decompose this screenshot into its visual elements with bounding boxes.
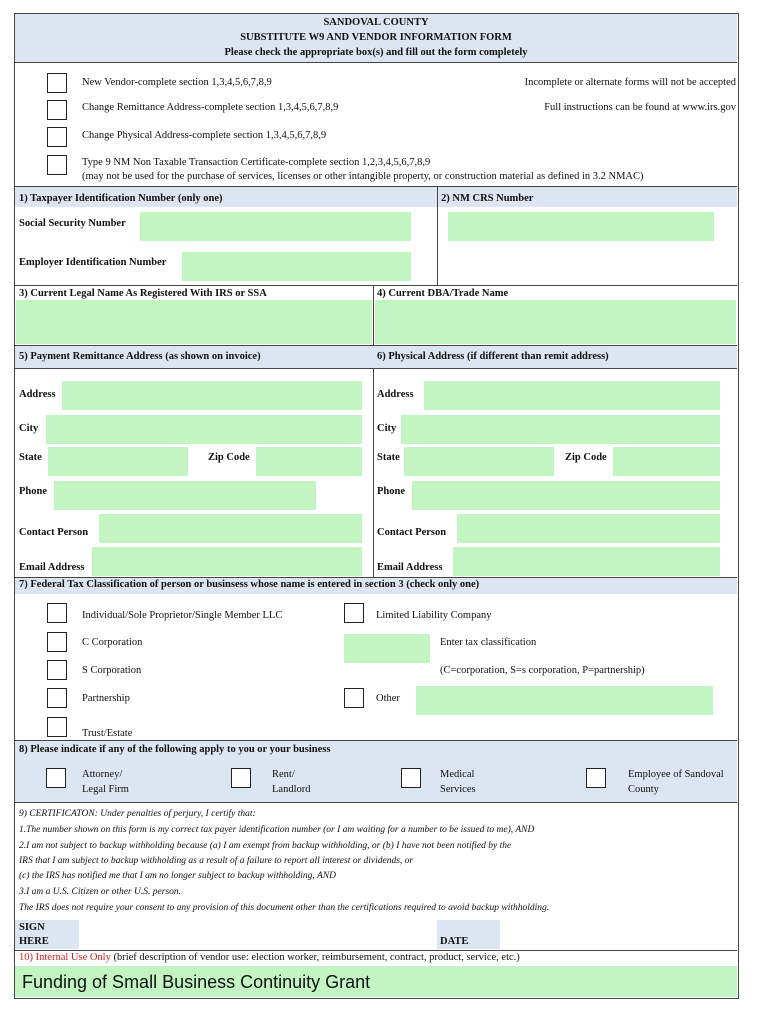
cert-line-1: 1.The number shown on this form is my correct tax payer identification number (or I am waiting for a number to be issued to me), AND bbox=[19, 825, 535, 835]
sec7-title: 7) Federal Tax Classification of person or businsess whose name is entered in section 3 (check only one) bbox=[19, 579, 480, 590]
phys-phone-label: Phone bbox=[377, 486, 406, 497]
sec9-title: 9) CERTIFICATON: Under penalties of perjury, I certify that: bbox=[19, 809, 256, 819]
nm-crs-field[interactable] bbox=[448, 212, 714, 241]
attorney-label-2: Legal Firm bbox=[82, 784, 129, 795]
other-field[interactable] bbox=[416, 686, 713, 715]
internal-use-value: Funding of Small Business Continuity Grant bbox=[22, 972, 371, 992]
type9-checkbox[interactable] bbox=[47, 155, 67, 175]
date-field[interactable] bbox=[501, 920, 736, 949]
remit-city-label: City bbox=[19, 423, 39, 434]
medical-checkbox[interactable] bbox=[401, 768, 421, 788]
phys-city-field[interactable] bbox=[401, 415, 720, 444]
phys-zip-label: Zip Code bbox=[565, 452, 607, 463]
type9-note: (may not be used for the purchase of services, licenses or other intangible property, or construction material as defined in 3.2 NMAC) bbox=[82, 171, 644, 182]
attorney-checkbox[interactable] bbox=[46, 768, 66, 788]
incomplete-note: Incomplete or alternate forms will not be accepted bbox=[524, 77, 736, 88]
county-title: SANDOVAL COUNTY bbox=[323, 17, 429, 28]
phys-state-label: State bbox=[377, 452, 400, 463]
phys-address-label: Address bbox=[377, 389, 414, 400]
remit-phone-label: Phone bbox=[19, 486, 48, 497]
sign-label-2: HERE bbox=[19, 936, 49, 947]
phys-state-field[interactable] bbox=[404, 447, 554, 476]
remit-address-field[interactable] bbox=[62, 381, 362, 410]
employee-checkbox[interactable] bbox=[586, 768, 606, 788]
partnership-label: Partnership bbox=[82, 693, 130, 704]
phys-contact-label: Contact Person bbox=[377, 527, 447, 538]
type9-label: Type 9 NM Non Taxable Transaction Certificate-complete section 1,2,3,4,5,6,7,8,9 bbox=[82, 157, 431, 168]
enter-tax-label: Enter tax classification bbox=[440, 637, 537, 648]
remit-state-field[interactable] bbox=[48, 447, 188, 476]
rent-label-1: Rent/ bbox=[272, 769, 295, 780]
medical-label-1: Medical bbox=[440, 769, 475, 780]
cert-line-3: IRS that I am subject to backup withholding as a result of a failure to report all interest or dividends, or bbox=[19, 856, 414, 866]
phys-city-label: City bbox=[377, 423, 397, 434]
internal-use-row bbox=[19, 952, 520, 964]
other-label: Other bbox=[376, 693, 400, 704]
medical-label-2: Services bbox=[440, 784, 476, 795]
phys-email-field[interactable] bbox=[453, 547, 720, 576]
llc-label: Limited Liability Company bbox=[376, 610, 492, 621]
legal-name-field[interactable] bbox=[16, 300, 372, 344]
employee-label-2: County bbox=[628, 784, 659, 795]
cert-line-6: The IRS does not require your consent to any provision of this document other than the certifications required to avoid backup withholding. bbox=[19, 903, 550, 913]
phys-contact-field[interactable] bbox=[457, 514, 720, 543]
sec3-title: 3) Current Legal Name As Registered With IRS or SSA bbox=[19, 288, 267, 299]
date-label: DATE bbox=[440, 936, 469, 947]
c-corp-label: C Corporation bbox=[82, 637, 143, 648]
sec1-title: 1) Taxpayer Identification Number (only one) bbox=[19, 193, 223, 204]
sign-label-1: SIGN bbox=[19, 922, 45, 933]
remit-address-label: Address bbox=[19, 389, 56, 400]
sec8-title: 8) Please indicate if any of the following apply to you or your business bbox=[19, 744, 331, 755]
rent-checkbox[interactable] bbox=[231, 768, 251, 788]
tax-classification-field[interactable] bbox=[344, 634, 430, 663]
instructions-note: Full instructions can be found at www.irs.gov bbox=[544, 102, 736, 113]
change-remittance-checkbox[interactable] bbox=[47, 100, 67, 120]
s-corp-checkbox[interactable] bbox=[47, 660, 67, 680]
phys-zip-field[interactable] bbox=[613, 447, 720, 476]
s-corp-label: S Corporation bbox=[82, 665, 142, 676]
ein-label: Employer Identification Number bbox=[19, 257, 167, 268]
ein-field[interactable] bbox=[182, 252, 411, 281]
rent-label-2: Landlord bbox=[272, 784, 311, 795]
ssn-field[interactable] bbox=[140, 212, 411, 241]
new-vendor-label: New Vendor-complete section 1,3,4,5,6,7,8,9 bbox=[82, 77, 272, 88]
sec6-title: 6) Physical Address (if different than remit address) bbox=[377, 351, 609, 362]
change-physical-label: Change Physical Address-complete section 1,3,4,5,6,7,8,9 bbox=[82, 130, 327, 141]
partnership-checkbox[interactable] bbox=[47, 688, 67, 708]
form-instruction: Please check the appropriate box(s) and fill out the form completely bbox=[224, 47, 528, 58]
remit-zip-field[interactable] bbox=[256, 447, 362, 476]
individual-label: Individual/Sole Proprietor/Single Member LLC bbox=[82, 610, 283, 621]
signature-field[interactable] bbox=[80, 920, 430, 949]
dba-name-field[interactable] bbox=[375, 300, 736, 344]
sec5-title: 5) Payment Remittance Address (as shown on invoice) bbox=[19, 351, 261, 362]
remit-phone-field[interactable] bbox=[54, 481, 316, 510]
phys-phone-field[interactable] bbox=[412, 481, 720, 510]
individual-checkbox[interactable] bbox=[47, 603, 67, 623]
sec2-title: 2) NM CRS Number bbox=[441, 193, 534, 204]
remit-contact-label: Contact Person bbox=[19, 527, 89, 538]
change-physical-checkbox[interactable] bbox=[47, 127, 67, 147]
internal-use-label: 10) Internal Use Only bbox=[19, 952, 111, 963]
sec4-title: 4) Current DBA/Trade Name bbox=[377, 288, 509, 299]
internal-use-desc: (brief description of vendor use: election worker, reimbursement, contract, product, service, etc.) bbox=[110, 952, 520, 963]
remit-email-label: Email Address bbox=[19, 562, 85, 573]
c-corp-checkbox[interactable] bbox=[47, 632, 67, 652]
llc-checkbox[interactable] bbox=[344, 603, 364, 623]
new-vendor-checkbox[interactable] bbox=[47, 73, 67, 93]
cert-line-5: 3.I am a U.S. Citizen or other U.S. person. bbox=[19, 887, 182, 897]
remit-contact-field[interactable] bbox=[99, 514, 362, 543]
cert-line-2: 2.I am not subject to backup withholding because (a) I am exempt from backup withholding, or (b) I have not been notified by the bbox=[19, 841, 512, 851]
remit-zip-label: Zip Code bbox=[208, 452, 250, 463]
trust-label: Trust/Estate bbox=[82, 728, 133, 739]
cert-line-4: (c) the IRS has notified me that I am no longer subject to backup withholding, AND bbox=[19, 871, 336, 881]
remit-city-field[interactable] bbox=[46, 415, 362, 444]
remit-email-field[interactable] bbox=[92, 547, 362, 576]
employee-label-1: Employee of Sandoval bbox=[628, 769, 724, 780]
remit-state-label: State bbox=[19, 452, 42, 463]
tax-codes-note: (C=corporation, S=s corporation, P=partnership) bbox=[440, 665, 645, 676]
other-checkbox[interactable] bbox=[344, 688, 364, 708]
attorney-label-1: Attorney/ bbox=[82, 769, 123, 780]
phys-address-field[interactable] bbox=[424, 381, 720, 410]
ssn-label: Social Security Number bbox=[19, 218, 126, 229]
trust-checkbox[interactable] bbox=[47, 717, 67, 737]
form-title: SUBSTITUTE W9 AND VENDOR INFORMATION FORM bbox=[240, 32, 512, 43]
change-remittance-label: Change Remittance Address-complete section 1,3,4,5,6,7,8,9 bbox=[82, 102, 339, 113]
phys-email-label: Email Address bbox=[377, 562, 443, 573]
